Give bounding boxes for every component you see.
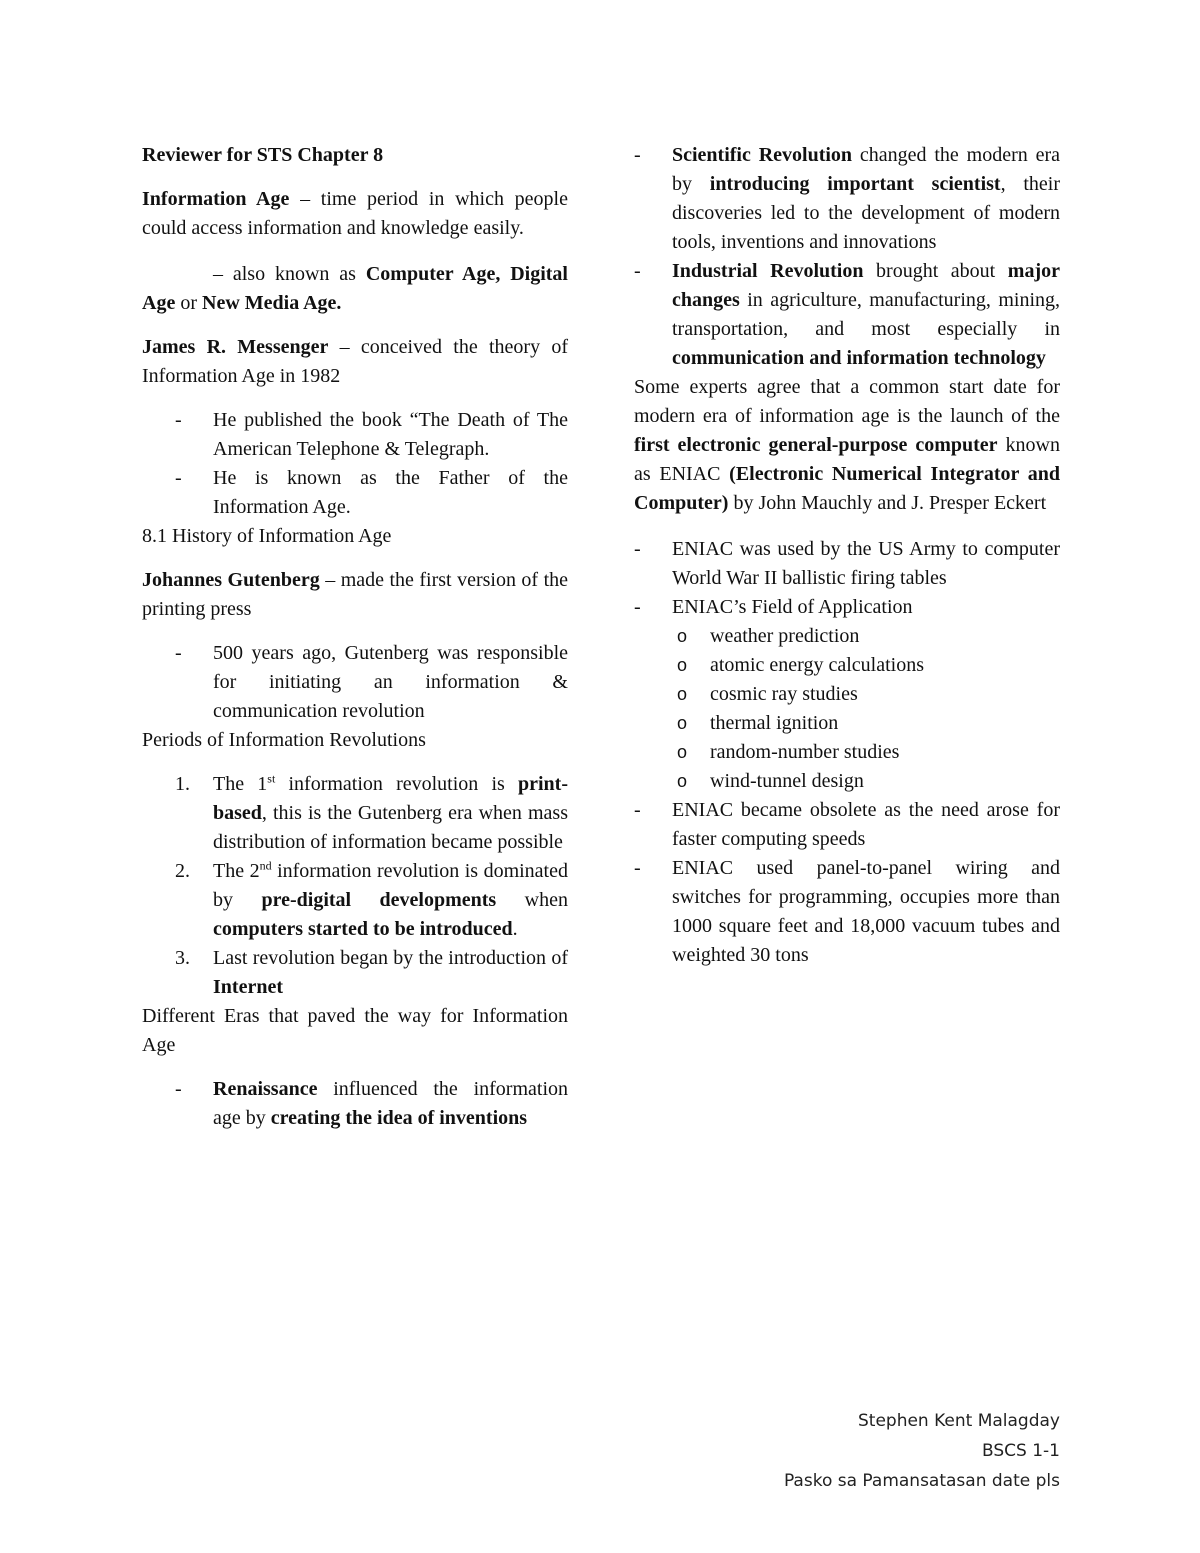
item-text: random-number studies [710,741,900,763]
term: James R. Messenger [142,336,329,358]
item-text: ENIAC was used by the US Army to computer World War II ballistic firing tables [672,538,1060,589]
dash-marker: - [634,538,641,560]
list-item [601,593,1060,796]
dash-marker: - [175,409,182,431]
gutenberg-definition [142,566,568,624]
history-heading: 8.1 History of Information Age [142,525,392,547]
list-item [601,257,1060,373]
sub-list-item [639,709,1060,738]
dash-marker: - [175,642,182,664]
eras-list [142,1075,568,1133]
sub-list-item [639,651,1060,680]
item-text: cosmic ray studies [710,683,858,705]
text: information revolution is [275,773,518,795]
text: changed the modern era by [672,144,1060,195]
text: , this is the Gutenberg era when mass distribution of information became possible [213,802,568,853]
messenger-definition [142,333,568,391]
number-marker: 3. [175,947,190,969]
info-age-definition [142,185,568,243]
author-section: BSCS 1-1 [982,1441,1060,1461]
list-item [142,639,568,726]
gutenberg-list [142,639,568,726]
also-known-as [142,260,568,318]
text: information revolution is dominated by [213,860,568,911]
left-column [142,141,568,1133]
author-name: Stephen Kent Malagday [857,1411,1060,1431]
bold-text: (Electronic Numerical Integrator and Computer) [634,463,1060,514]
bold-text: first electronic general-purpose computer [634,434,998,456]
dash-marker: - [634,799,641,821]
sub-list-item [639,622,1060,651]
item-text: weather prediction [710,625,860,647]
item-text: 500 years ago, Gutenberg was responsible for initiating an information & communication revolution [213,642,568,722]
aka-bold-1: Computer Age, Digital Age [142,263,568,314]
bold-text: Scientific Revolution [672,144,853,166]
item-text: ENIAC used panel-to-panel wiring and switches for programming, occupies more than 1000 square feet and 18,000 vacuum tubes and weighted 30 tons [672,857,1060,966]
text: in agriculture, manufacturing, mining, transportation, and most especially in [672,289,1060,340]
bold-text: major changes [672,260,1060,311]
bold-text: Industrial Revolution [672,260,864,282]
term: Information Age [142,188,290,210]
circle-marker: o [677,742,688,762]
definition: – time period in which people could access information and knowledge easily. [142,188,568,239]
bold-text: creating the idea of inventions [270,1107,528,1129]
item-text: He is known as the Father of the Information Age. [213,467,568,518]
text: Some experts agree that a common start date for modern era of information age is the launch of the [634,376,1060,427]
item-text: He published the book “The Death of The American Telephone & Telegraph. [213,409,568,460]
ordinal: nd [259,858,272,873]
list-item [142,464,568,522]
dash-marker: - [634,260,641,282]
ordinal: st [267,771,276,786]
text: influenced the information age by [213,1078,568,1129]
eniac-list [601,535,1060,970]
eras-list-continued [601,141,1060,373]
number-marker: 2. [175,860,190,882]
list-item [142,406,568,464]
footer-note: Pasko sa Pamansatasan date pls [783,1471,1060,1491]
definition: – made the first version of the printing press [142,569,569,620]
bold-text: pre-digital developments [261,889,497,911]
footer [784,1406,1060,1496]
periods-heading: Periods of Information Revolutions [142,729,426,751]
aka-prefix: – also known as [213,263,366,285]
document-title: Reviewer for STS Chapter 8 [142,144,384,166]
bold-text: print-based [213,773,568,824]
list-item [142,944,568,1002]
experts-paragraph [634,373,1060,518]
list-item [601,141,1060,257]
text: when [496,889,568,911]
item-text: wind-tunnel design [710,770,864,792]
sub-list-item [639,680,1060,709]
term: Johannes Gutenberg [142,569,320,591]
field-list [639,622,1060,796]
circle-marker: o [677,771,688,791]
right-column [634,141,1060,970]
list-item [142,770,568,857]
text: by John Mauchly and J. Presper Eckert [728,492,1047,514]
circle-marker: o [677,713,688,733]
list-item [142,857,568,944]
dash-marker: - [175,467,182,489]
bold-text: computers started to be introduced [213,918,513,940]
periods-list [142,770,568,1002]
dash-marker: - [634,596,641,618]
text: The 1 [213,773,268,795]
bold-text: Internet [213,976,283,998]
text: known as ENIAC [634,434,1060,485]
list-item [142,1075,568,1133]
dash-marker: - [175,1078,182,1100]
circle-marker: o [677,626,688,646]
aka-bold-2: New Media Age. [202,292,342,314]
item-text: thermal ignition [710,712,839,734]
dash-marker: - [634,857,641,879]
dash-marker: - [634,144,641,166]
text: brought about [863,260,1008,282]
number-marker: 1. [175,773,190,795]
aka-mid: or [175,292,202,314]
list-item [601,535,1060,593]
list-item [601,796,1060,854]
text: Last revolution began by the introduction of [213,947,568,969]
sub-list-item [639,767,1060,796]
circle-marker: o [677,655,688,675]
text: The 2 [213,860,260,882]
eras-heading: Different Eras that paved the way for Information Age [142,1005,568,1056]
messenger-list [142,406,568,522]
list-item [601,854,1060,970]
sub-list-item [639,738,1060,767]
item-text: ENIAC’s Field of Application [672,596,913,618]
item-text: ENIAC became obsolete as the need arose for faster computing speeds [672,799,1060,850]
bold-text: Renaissance [213,1078,318,1100]
bold-text: communication and information technology [672,347,1046,369]
item-text: atomic energy calculations [710,654,924,676]
text: . [512,918,518,940]
bold-text: introducing important scientist [709,173,1001,195]
definition: – conceived the theory of Information Age in 1982 [142,336,568,387]
circle-marker: o [677,684,688,704]
text: , their discoveries led to the development of modern tools, inventions and innovations [672,173,1060,253]
